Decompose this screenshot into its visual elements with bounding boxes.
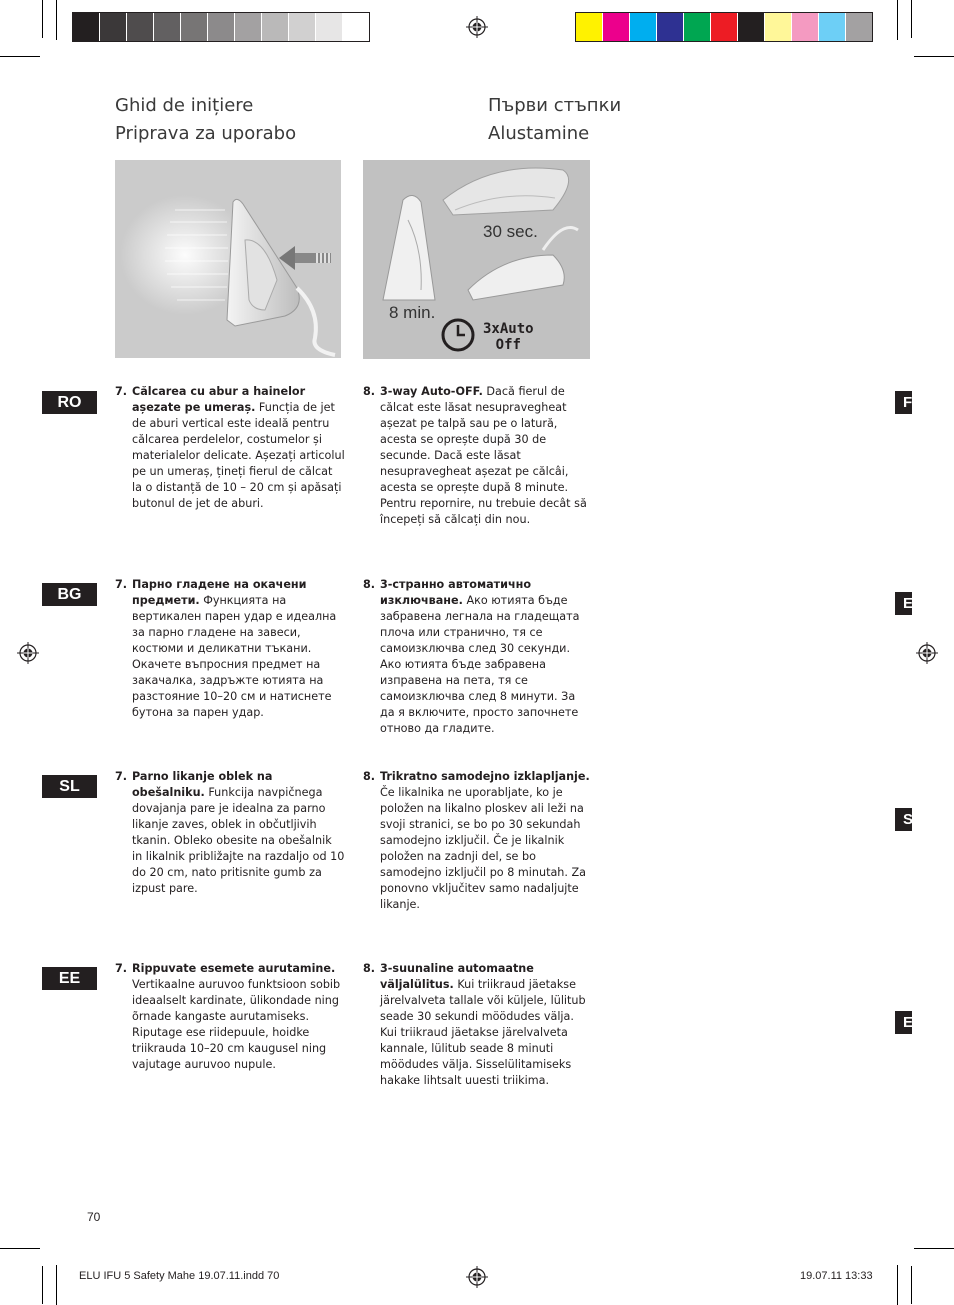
item-title: Rippuvate esemete aurutamine. <box>132 962 336 975</box>
item-title: 3-way Auto-OFF. <box>380 385 483 398</box>
item-number: 7. <box>115 578 128 591</box>
lang-tab-bg: BG <box>42 583 97 606</box>
item-title: 3-странно автоматично изключване. <box>380 578 532 607</box>
process-color-swatch <box>792 13 819 41</box>
item-number: 7. <box>115 770 128 783</box>
item-body: Dacă fierul de călcat este lăsat nesupravegheat așezat pe talpă sau pe o latură, acesta se oprește după 30 de secunde. Dacă este lăsat nesupravegheat așezat pe călcâi, acesta se oprește după 8 minute. Pentru repornire, nu trebuie decât să începeți să călcați din nou. <box>380 385 587 526</box>
sl-item-7 <box>115 769 345 897</box>
registration-mark-icon <box>466 16 488 38</box>
grayscale-swatch <box>73 13 100 41</box>
sl-item-8 <box>363 769 593 913</box>
process-color-swatch <box>765 13 792 41</box>
item-number: 8. <box>363 962 376 975</box>
time-8-min-label: 8 min. <box>389 303 436 322</box>
crop-mark <box>56 0 57 40</box>
grayscale-swatch <box>154 13 181 41</box>
crop-mark <box>911 1266 912 1304</box>
item-body: Vertikaalne auruvoo funktsioon sobib ideaalselt kardinate, ülikondade ning õrnade kangaste aurutamiseks. Riputage ese riidepuule, hoidke triikrauda 10–20 cm kaugusel ning vajutage auruvoo nupule. <box>132 978 341 1071</box>
crop-mark <box>0 56 40 57</box>
process-color-swatch <box>738 13 765 41</box>
crop-mark <box>42 1266 43 1304</box>
process-color-swatch <box>846 13 872 41</box>
right-lang-tab-partial: F <box>895 391 912 414</box>
item-body: Kui triikraud jäetakse järelvalveta tallale või küljele, lülitub seade 30 sekundi möödudes välja. Kui triikraud jäetakse järelvalveta kannale, lülitub seade 8 minuti möödudes välja. Sisselülitamiseks hakake lihtsalt uuesti triikima. <box>380 978 586 1087</box>
iron-steam-image <box>115 160 341 358</box>
heading-left <box>115 92 296 148</box>
item-number: 7. <box>115 962 128 975</box>
right-lang-tab-partial: S <box>895 808 912 831</box>
grayscale-swatch <box>262 13 289 41</box>
process-color-swatch <box>657 13 684 41</box>
grayscale-swatch <box>343 13 369 41</box>
crop-mark <box>911 0 912 38</box>
vertical-steam-illustration <box>115 160 341 358</box>
item-number: 8. <box>363 578 376 591</box>
bg-item-8 <box>363 577 593 737</box>
lang-tab-ee: EE <box>42 967 97 990</box>
process-color-swatch <box>711 13 738 41</box>
footer-date: 19.07.11 13:33 <box>800 1270 873 1282</box>
item-title: Parno likanje oblek na obešalniku. <box>132 770 273 799</box>
registration-mark-icon <box>466 1266 488 1288</box>
process-color-swatch <box>630 13 657 41</box>
crop-mark <box>914 56 954 57</box>
process-color-swatch <box>603 13 630 41</box>
crop-mark <box>914 1248 954 1249</box>
grayscale-swatch <box>127 13 154 41</box>
registration-mark-icon <box>17 642 39 664</box>
grayscale-swatch <box>181 13 208 41</box>
grayscale-swatch <box>100 13 127 41</box>
item-body: Če likalnika ne uporabljate, ko je položen na likalno ploskev ali leži na svoji stranici, se bo po 30 sekundah samodejno izključil. Če je likalnik položen na zadnji del, se bo samodejno izključil po 8 minutah. Za ponovno vključitev samo nadaljujte likanje. <box>380 786 587 911</box>
crop-mark <box>42 0 43 38</box>
auto-off-label <box>483 321 534 353</box>
heading-bg: Първи стъпки <box>488 95 622 116</box>
item-number: 7. <box>115 385 128 398</box>
bg-item-7 <box>115 577 345 721</box>
process-color-swatch <box>684 13 711 41</box>
process-color-swatch <box>576 13 603 41</box>
item-title: 3-suunaline automaatne väljalülitus. <box>380 962 534 991</box>
heading-sl: Priprava za uporabo <box>115 123 297 144</box>
crop-mark <box>56 1265 57 1305</box>
item-title: Парно гладене на окачени предмети. <box>132 578 307 607</box>
grayscale-color-bar <box>72 12 370 42</box>
lang-tab-sl: SL <box>42 775 97 798</box>
grayscale-swatch <box>208 13 235 41</box>
ro-item-8 <box>363 384 593 528</box>
crop-mark <box>897 0 898 40</box>
grayscale-swatch <box>289 13 316 41</box>
right-lang-tab-partial: E <box>895 592 912 615</box>
item-body: Функцията на вертикален парен удар е идеална за парно гладене на завеси, костюми и деликатни тъкани. Окачете въпросния предмет на закачалка, задръжте ютията на разстояние 10–20 см и натиснете бутона за парен удар. <box>132 594 337 719</box>
crop-mark <box>897 1265 898 1305</box>
auto-off-line1: 3xAuto <box>483 321 534 337</box>
grayscale-swatch <box>235 13 262 41</box>
heading-right <box>488 92 621 148</box>
time-30-sec-label: 30 sec. <box>483 222 538 241</box>
right-lang-tab-partial: E <box>895 1011 912 1034</box>
heading-ee: Alustamine <box>488 123 590 144</box>
item-number: 8. <box>363 770 376 783</box>
item-body: Funcția de jet de aburi vertical este ideală pentru călcarea perdelelor, costumelor și materialelor delicate. Așezați articolul pe un umeraș, țineți fierul de călcat la o distanță de 10 – 20 cm și apăsați butonul de jet de aburi. <box>132 401 345 510</box>
auto-off-line2: Off <box>495 337 521 353</box>
item-number: 8. <box>363 385 376 398</box>
lang-tab-ro: RO <box>42 391 97 414</box>
process-color-bar <box>575 12 873 42</box>
process-color-swatch <box>819 13 846 41</box>
item-body: Ако ютията бъде забравена легнала на гладещата плоча или странично, тя се самоизключва след 30 секунди. Ако ютията бъде забравена изправена на пета, тя се самоизключва след 8 минути. За да я включите, просто започнете отново да гладите. <box>380 594 580 735</box>
iron-auto-off-image <box>363 160 590 359</box>
registration-mark-icon <box>916 642 938 664</box>
heading-ro: Ghid de inițiere <box>115 95 254 116</box>
item-title: Trikratno samodejno izklapljanje. <box>380 770 590 783</box>
item-body: Funkcija navpičnega dovajanja pare je idealna za parno likanje zaves, oblek in občutljivih tkanin. Obleko obesite na obešalnik in likalnik približajte na razdaljo od 10 do 20 cm, nato pritisnite gumb za izpust pare. <box>132 786 345 895</box>
ee-item-7 <box>115 961 345 1073</box>
ro-item-7 <box>115 384 345 512</box>
auto-off-illustration <box>363 160 590 359</box>
crop-mark <box>0 1248 40 1249</box>
item-title: Călcarea cu abur a hainelor așezate pe umeraș. <box>132 385 306 414</box>
grayscale-swatch <box>316 13 343 41</box>
footer-file-info: ELU IFU 5 Safety Mahe 19.07.11.indd 70 <box>79 1270 280 1282</box>
page-number: 70 <box>87 1210 101 1224</box>
ee-item-8 <box>363 961 593 1089</box>
